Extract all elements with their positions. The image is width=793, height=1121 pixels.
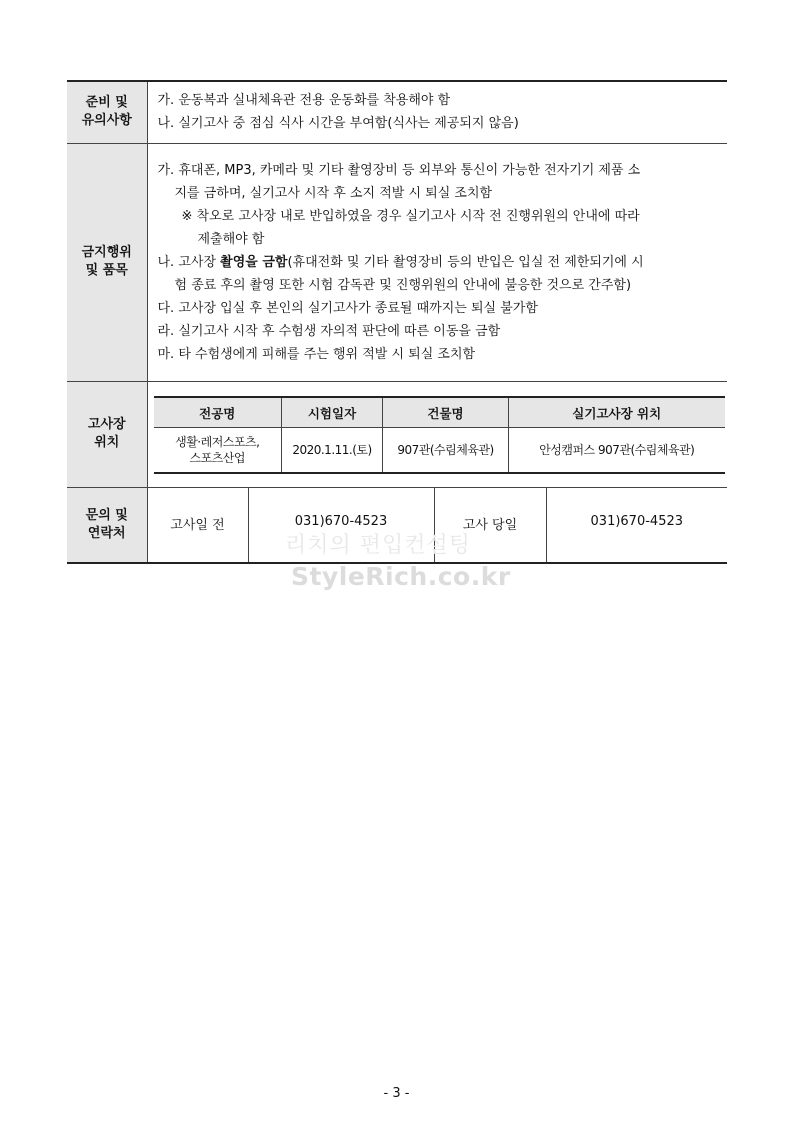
contact-day-phone: 031)670-4523	[546, 487, 727, 563]
prohibited-item-ra: 라. 실기고사 시작 후 수험생 자의적 판단에 따른 이동을 금함	[157, 323, 501, 339]
place-cell: 안성캠퍼스 907관(수림체육관)	[509, 428, 725, 474]
location-label: 고사장 위치	[67, 381, 147, 487]
watermark-korean: 리치의 편입컨설팅	[285, 533, 472, 558]
prep-content	[147, 81, 727, 143]
prohibited-item-da: 다. 고사장 입실 후 본인의 실기고사가 종료될 때까지는 퇴실 불가함	[157, 300, 538, 316]
prohibited-item-ga-cont: 지를 금하며, 실기고사 시작 후 소지 적발 시 퇴실 조치함	[174, 185, 493, 201]
prohibited-item-na-cont: 험 종료 후의 촬영 또한 시험 감독관 및 진행위원의 안내에 불응한 것으로 간주함)	[174, 277, 632, 293]
date-cell: 2020.1.11.(토)	[282, 428, 383, 474]
prohibited-item-na: 나. 고사장 촬영을 금함(휴대전화 및 기타 촬영장비 등의 반입은 입실 전 제한되기에 시	[157, 254, 644, 270]
location-header-row	[154, 397, 725, 428]
contact-day-label: 고사 당일	[434, 487, 546, 563]
prep-row	[67, 81, 727, 143]
building-cell: 907관(수림체육관)	[383, 428, 509, 474]
prohibited-item-ma: 마. 타 수험생에게 피해를 주는 행위 적발 시 퇴실 조치함	[157, 346, 476, 362]
col-header-building: 건물명	[383, 397, 509, 428]
prep-label: 준비 및 유의사항	[67, 81, 147, 143]
prep-item-ga: 가. 운동복과 실내체육관 전용 운동화를 착용해야 함	[157, 93, 451, 109]
location-data-row	[154, 428, 725, 474]
col-header-place: 실기고사장 위치	[509, 397, 725, 428]
col-header-major: 전공명	[154, 397, 282, 428]
location-content	[147, 381, 727, 487]
prohibited-item-ga: 가. 휴대폰, MP3, 카메라 및 기타 촬영장비 등 외부와 통신이 가능한 전자기기 제품 소	[157, 162, 641, 178]
prep-item-na: 나. 실기고사 중 점심 식사 시간을 부여함(식사는 제공되지 않음)	[157, 116, 519, 132]
location-row	[67, 381, 727, 487]
page-number: - 3 -	[383, 1086, 410, 1101]
watermark-site: StyleRich.co.kr	[291, 562, 511, 591]
prohibited-note: ※ 착오로 고사장 내로 반입하였을 경우 실기고사 시작 전 진행위원의 안내에 따라	[181, 208, 640, 224]
contact-label: 문의 및 연락처	[67, 487, 147, 563]
location-table	[154, 396, 725, 474]
major-cell: 생활·레저스포츠, 스포츠산업	[154, 428, 282, 474]
contact-before-label: 고사일 전	[147, 487, 248, 563]
exam-guide-table	[67, 80, 727, 564]
photo-ban-emphasis: 촬영을 금함	[220, 254, 288, 270]
prohibited-content	[147, 143, 727, 381]
col-header-date: 시험일자	[282, 397, 383, 428]
prohibited-row	[67, 143, 727, 381]
contact-before-phone: 031)670-4523	[248, 487, 434, 563]
prohibited-note-cont: 제출해야 함	[197, 231, 265, 247]
prohibited-label: 금지행위 및 품목	[67, 143, 147, 381]
